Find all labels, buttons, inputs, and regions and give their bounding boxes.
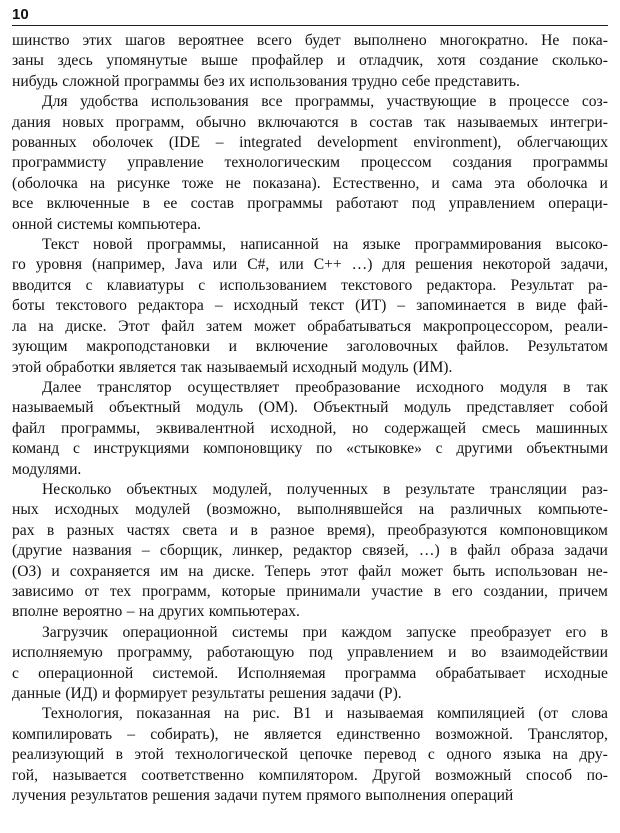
text-line: вполне вероятно – на других компьютерах. (12, 603, 300, 621)
text-line: ных исходных модулей (возможно, выполнявшейся на различных компьюте- (12, 501, 608, 519)
text-line: все включенные в ее состав программы работают под управлением операци- (12, 195, 608, 213)
text-line: дания новых программ, обычно включаются в состав так называемых интегри- (12, 113, 608, 131)
text-line: рованных оболочек (IDE – integrated development environment), облегчающих (12, 134, 608, 152)
text-line: го уровня (например, Java или C#, или C++ …) для решения некоторой задачи, (12, 256, 608, 274)
text-body (12, 31, 608, 806)
text-line: рах в разных частях света и в разное время), преобразуются компоновщиком (12, 521, 608, 539)
text-line: модулями. (12, 460, 82, 478)
text-line: шинство этих шагов вероятнее всего будет выполнено многократно. Не пока- (12, 32, 608, 49)
text-line: Далее транслятор осуществляет преобразование исходного модуля в так (42, 378, 608, 396)
text-line: онной системы компьютера. (12, 215, 202, 233)
text-line: заны здесь упомянутые выше профайлер и отладчик, хотя создание сколько- (12, 52, 608, 70)
text-line: команд с инструкциями компоновщику по «стыковке» с другими объектными (12, 440, 608, 458)
paragraph (12, 378, 608, 480)
text-line: ла на диске. Этот файл затем может обрабатываться макропроцессором, реали- (12, 317, 608, 335)
text-line: вводится с клавиатуры с использованием текстового редактора. Результат ра- (12, 276, 608, 294)
text-line: Для удобства использования все программы, участвующие в процессе соз- (42, 93, 608, 111)
text-line: боты текстового редактора – исходный текст (ИТ) – запоминается в виде фай- (12, 297, 608, 315)
paragraph (12, 235, 608, 378)
text-line: (ОЗ) и сохраняется им на диске. Теперь этот файл может быть использован не- (12, 562, 608, 580)
text-line: зующим макроподстановки и включение заголовочных файлов. Результатом (12, 338, 608, 356)
paragraph (12, 31, 608, 92)
text-line: Загрузчик операционной системы при каждом запуске преобразует его в (42, 623, 608, 641)
text-line: Несколько объектных модулей, полученных в результате трансляции раз- (42, 480, 608, 498)
paragraph (12, 92, 608, 235)
text-line: нибудь сложной программы без их использования трудно себе представить. (12, 72, 520, 90)
text-line: реализующий в этой технологической цепочке перевод с одного языка на дру- (12, 746, 608, 764)
text-line: файл программы, эквивалентной исходной, но содержащей смесь машинных (12, 419, 608, 437)
text-line: программисту управление технологическим процессом создания программы (12, 154, 608, 172)
text-line: Текст новой программы, написанной на языке программирования высоко- (42, 236, 608, 254)
text-line: компилировать – собирать), не является единственно возможной. Транслятор, (12, 725, 608, 743)
text-line: Технология, показанная на рис. В1 и называемая компиляцией (от слова (42, 705, 608, 723)
paragraph (12, 480, 608, 623)
text-line: лучения результатов решения задачи путем прямого выполнения операций (12, 787, 514, 805)
page-header (12, 6, 608, 26)
paragraph (12, 704, 608, 806)
text-line: этой обработки является так называемый исходный модуль (ИМ). (12, 358, 453, 376)
text-line: гой, называется соответственно компилятором. Другой возможный способ по- (12, 766, 608, 784)
text-line: данные (ИД) и формирует результаты решения задачи (Р). (12, 685, 402, 702)
text-line: с операционной системой. Исполняемая программа обрабатывает исходные (12, 664, 608, 682)
text-line: называемый объектный модуль (ОМ). Объектный модуль представляет собой (12, 399, 608, 417)
paragraph (12, 623, 608, 705)
text-line: (оболочка на рисунке тоже не показана). Естественно, и сама эта оболочка и (12, 174, 608, 192)
text-line: исполняемую программу, работающую под управлением и во взаимодействии (12, 644, 608, 662)
text-line: (другие названия – сборщик, линкер, редактор связей, …) в файл образа задачи (12, 542, 608, 560)
page-number: 10 (12, 6, 29, 23)
text-line: зависимо от тех программ, которые принимали участие в его создании, причем (12, 582, 608, 600)
